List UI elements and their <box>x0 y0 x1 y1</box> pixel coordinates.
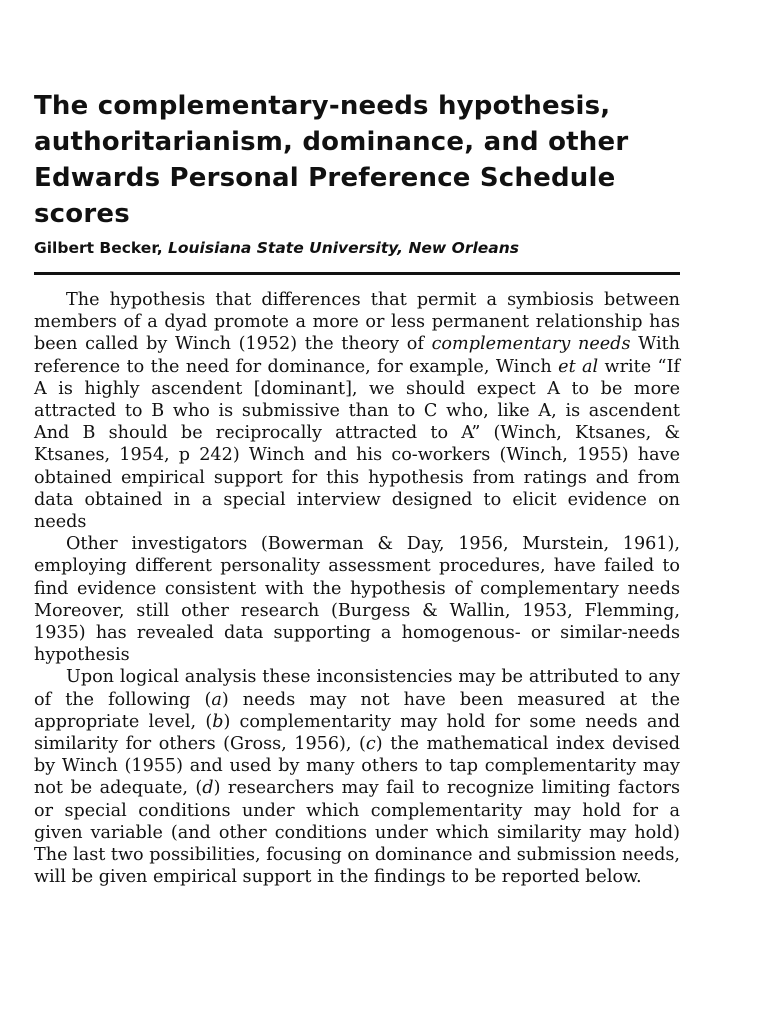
title-divider <box>34 272 680 275</box>
paragraph-1 <box>34 289 680 533</box>
article-title: The complementary-needs hypothesis, authoritarianism, dominance, and other Edwards Personal Preference Schedule scores <box>34 91 629 229</box>
paragraph-3-text-a: Upon logical analysis these inconsistencies may be attributed to any of the following ( <box>34 667 680 710</box>
article-page <box>34 88 680 888</box>
paragraph-3-text-d: ) the mathematical index devised by Winch (1955) and used by many others to tap complementarity may not be adequate, ( <box>34 734 680 799</box>
paragraph-2-text: Other investigators (Bowerman & Day, 1956, Murstein, 1961), employing different personality assessment procedures, have failed to find evidence consistent with the hypothesis of complementary needs Moreover, still other research (Burgess & Wallin, 1953, Flemming, 1935) has revealed data supporting a homogenous- or similar-needs hypothesis <box>34 534 680 666</box>
article-body <box>34 289 680 888</box>
author-name: Gilbert Becker, <box>34 239 163 257</box>
paragraph-1-text-b: With reference to the need for dominance, for example, Winch <box>34 334 680 377</box>
paragraph-3-text-e: ) researchers may fail to recognize limiting factors or special conditions under which complementarity may hold for a given variable (and other conditions under which similarity may hold) The last two possibilities, focusing on dominance and submission needs, will be given empirical support in the findings to be reported below. <box>34 778 680 888</box>
enum-a: a <box>211 689 222 710</box>
paragraph-1-text-a: The hypothesis that differences that permit a symbiosis between members of a dyad promote a more or less permanent relationship has been called by Winch (1952) the theory of <box>34 290 680 355</box>
author-affiliation: Louisiana State University, New Orleans <box>168 239 520 257</box>
enum-b: b <box>212 711 224 732</box>
byline <box>34 238 680 258</box>
paragraph-1-text-c: write “If A is highly ascendent [dominant], we should expect A to be more attracted to B who is submissive than to C who, like A, is ascendent And B should be reciprocally attracted to A” (Winch, Ktsanes, & Ktsanes, 1954, p 242) Winch and his co-workers (Winch, 1955) have obtained empirical support for this hypothesis from ratings and from data obtained in a special interview designed to elicit evidence on needs <box>34 356 680 533</box>
paragraph-3 <box>34 666 680 888</box>
enum-c: c <box>365 734 376 755</box>
term-et-al: et al <box>558 356 599 377</box>
paragraph-3-text-c: ) complementarity may hold for some needs and similarity for others (Gross, 1956), ( <box>34 711 680 755</box>
paragraph-3-text-b: ) needs may not have been measured at the appropriate level, ( <box>34 689 680 732</box>
term-complementary-needs: complementary needs <box>431 334 631 355</box>
paragraph-2 <box>34 533 680 666</box>
enum-d: d <box>202 778 214 799</box>
